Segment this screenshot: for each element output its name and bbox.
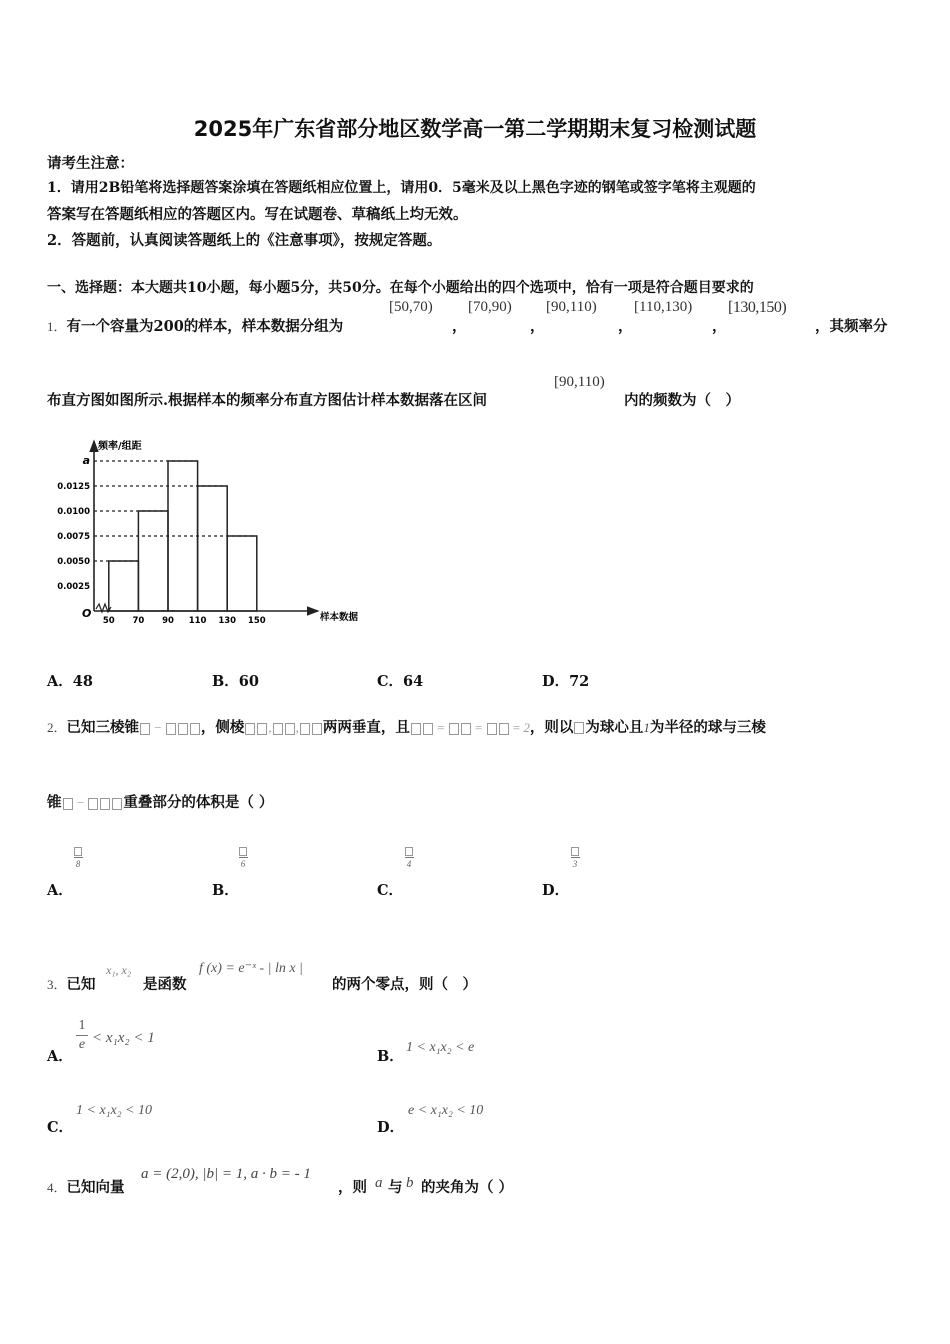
q2-line-1 [47,716,766,737]
q2-option-a[interactable]: A． [47,882,73,899]
q1-option-d[interactable] [542,670,589,691]
q2-text-e: 为球心且 [585,719,644,736]
q3-function: f (x) = e⁻ˣ - | ln x | [199,961,303,976]
q1-text-c: ，其频率分 [815,318,888,335]
q2-option-c[interactable]: C． [377,882,404,899]
q3-text-c: 的两个零点，则（ ） [332,976,477,993]
histogram-bar [198,486,228,611]
x-tick-label: 70 [132,616,145,626]
q2-text-d: ，则以 [529,719,574,736]
q2-text-b: ，侧棱 [200,719,245,736]
q1-option-a[interactable] [47,670,93,691]
q2-text-g: 锥 [47,794,62,811]
q2-option-a-fraction [73,847,83,869]
q1-interval-2: [70,90) [468,299,512,315]
y-tick-label: 0.0025 [57,582,90,592]
notice-line-1: 1．请用2B铅笔将选择题答案涂填在答题纸相应位置上，请用0．5毫米及以上黑色字迹的钢笔或签字笔将主观题的 [47,180,756,196]
q1-option-d-label: D． [542,673,570,690]
q3-option-d-expr: e < x₁x₂ < 10 [408,1103,484,1118]
q2-option-a-den: 8 [75,859,81,869]
q4-text-a: 已知向量 [66,1179,125,1196]
x-tick-label: 110 [188,616,207,626]
q3-option-a-num: 1 [78,1018,86,1033]
q1-option-c-label: C． [377,673,404,690]
q1-sep-1: ， [452,318,467,335]
q2-text-c: 两两垂直，且 [322,719,410,736]
notice-line-1b: 答案写在答题纸相应的答题区内。写在试题卷、草稿纸上均无效。 [47,206,468,223]
q3-line-1 [47,973,96,994]
q2-option-d-fraction [570,847,580,869]
y-tick-label: 0.0050 [57,557,90,567]
q3-option-a-fraction [76,1018,88,1053]
histogram-bar [138,511,168,611]
q2-equal-edges: = = = 2 [410,720,530,735]
q4-vector-a: a [375,1175,383,1191]
q3-option-c[interactable]: C． [47,1119,74,1136]
q4-number: 4． [47,1180,67,1195]
q1-interval-4: [110,130) [634,299,693,315]
q4-text-c: 与 [388,1179,403,1196]
q4-text-d: 的夹角为（ ） [421,1179,514,1196]
x-tick-label: 130 [218,616,237,626]
q2-edges-symbol: , , [244,720,323,735]
q1-interval: [90,110) [554,374,605,390]
page-title: 2025年广东省部分地区数学高一第二学期期末复习检测试题 [193,117,757,141]
q3-vars: x₁, x₂ [106,963,131,977]
q2-pyramid-symbol-2: − [62,795,124,810]
notice-line-2: 2．答题前，认真阅读答题纸上的《注意事项》，按规定答题。 [47,232,442,249]
q1-option-a-value: 48 [72,673,93,690]
q2-center-symbol [574,722,584,734]
q1-interval-3: [90,110) [546,299,597,315]
q3-option-c-expr: 1 < x₁x₂ < 10 [76,1103,153,1118]
q1-option-d-value: 72 [569,673,590,690]
q2-pyramid-symbol-1: − [139,720,201,735]
q1-text-e: 内的频数为（ ） [624,392,740,409]
histogram-bar [109,561,139,611]
q1-option-c[interactable] [377,670,423,691]
q1-sep-3: ， [618,318,633,335]
y-tick-label: 0.0125 [57,482,90,492]
q1-number: 1． [47,319,67,334]
q2-text-f: 为半径的球与三棱 [649,719,766,736]
q2-option-b-fraction [238,847,248,869]
q1-line-1 [47,315,343,336]
q4-line-1 [47,1176,125,1197]
q1-option-b-label: B． [212,673,239,690]
y-tick-label: 0.0075 [57,532,90,542]
q1-option-b[interactable] [212,670,259,691]
q3-option-a-expr: < x₁x₂ < 1 [92,1030,155,1046]
notice-heading: 请考生注意： [47,155,134,172]
q1-interval-5: [130,150) [728,299,787,316]
q4-text-b: ，则 [338,1179,367,1196]
q1-text-b: 的样本，样本数据分组为 [183,318,344,335]
q3-option-b[interactable]: B． [377,1048,404,1065]
q2-option-d-den: 3 [572,859,578,869]
q2-edge-value: 2 [523,720,530,735]
section-heading: 一、选择题：本大题共10小题，每小题5分，共50分。在每个小题给出的四个选项中，恰有一项是符合题目要求的 [47,280,754,296]
q4-vector-expr: a = (2,0), |b| = 1, a · b = - 1 [141,1166,311,1182]
q2-number: 2． [47,720,67,735]
q2-option-d[interactable]: D． [542,882,570,899]
q2-text-a: 已知三棱锥 [66,719,140,736]
y-tick-label: 0.0100 [57,507,90,517]
q1-option-c-value: 64 [403,673,424,690]
q1-sep-4: ， [712,318,727,335]
q3-option-d[interactable]: D． [377,1119,405,1136]
q3-option-b-expr: 1 < x₁x₂ < e [406,1040,475,1055]
q2-option-c-den: 4 [406,859,412,869]
y-axis-label: 频率/组距 [98,441,142,452]
q1-text-d: 布直方图如图所示.根据样本的频率分布直方图估计样本数据落在区间 [47,392,488,409]
x-tick-label: 90 [162,616,174,626]
q1-option-a-label: A． [47,673,73,690]
q2-line-2 [47,791,273,812]
q2-option-b[interactable]: B． [212,882,239,899]
q2-radius: 1 [643,720,650,735]
q1-text-a: 有一个容量为 [66,318,154,335]
q2-text-h: 重叠部分的体积是（ ） [123,794,274,811]
q3-option-a-den: e [78,1037,86,1052]
q3-text-b: 是函数 [143,976,187,993]
q2-option-b-den: 6 [240,859,246,869]
q3-text-a: 已知 [66,976,96,993]
x-tick-label: 150 [247,616,266,626]
q1-sep-2: ， [530,318,545,335]
q4-vector-b: b [406,1175,414,1191]
x-tick-label: 50 [102,616,115,626]
q1-interval-1: [50,70) [389,299,433,315]
q3-option-a[interactable]: A． [47,1048,73,1065]
q3-number: 3． [47,977,67,992]
origin-label: O [82,607,92,620]
q1-option-b-value: 60 [238,673,259,690]
q2-option-c-fraction [404,847,414,869]
q1-sample-size: 200 [153,318,184,335]
y-tick-label: a [82,454,90,467]
histogram-bar [227,536,257,611]
x-axis-label: 样本数据 [320,612,359,623]
histogram-chart [57,433,359,638]
